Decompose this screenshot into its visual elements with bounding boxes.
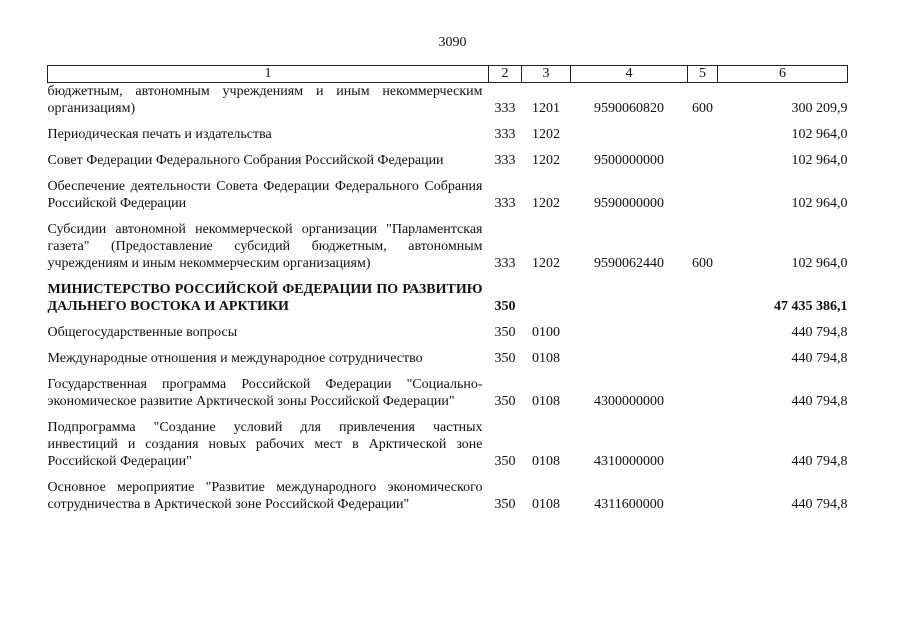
header-col-1: 1 [48, 66, 489, 83]
row-amount: 440 794,8 [791, 394, 848, 409]
header-col-6: 6 [718, 66, 848, 83]
row-chapter-code: 350 [494, 351, 516, 366]
table-row [48, 341, 848, 367]
page-number: 3090 [438, 35, 467, 50]
row-amount: 440 794,8 [791, 497, 848, 512]
row-chapter-code: 333 [494, 256, 516, 271]
row-section-code: 1202 [532, 127, 560, 142]
row-expense-type: 600 [692, 101, 713, 116]
table-row [48, 470, 848, 513]
header-row [48, 66, 848, 83]
row-section-code: 0108 [532, 394, 560, 409]
row-expense-type [688, 410, 718, 470]
row-section-code: 1202 [532, 256, 560, 271]
row-target-code: 9590062440 [594, 256, 664, 271]
budget-table [47, 65, 848, 513]
header-col-3: 3 [522, 66, 571, 83]
row-expense-type [688, 169, 718, 212]
row-chapter-code: 333 [494, 127, 516, 142]
table-row [48, 272, 848, 315]
row-target-code: 4310000000 [594, 454, 664, 469]
row-name: Международные отношения и международное сотрудничество [47, 351, 423, 366]
row-section-code: 1202 [532, 196, 560, 211]
row-expense-type [688, 143, 718, 169]
row-amount: 102 964,0 [791, 196, 848, 211]
header-col-4: 4 [571, 66, 688, 83]
row-target-code: 4311600000 [594, 497, 664, 512]
row-target-code [571, 341, 688, 367]
row-target-code: 4300000000 [594, 394, 664, 409]
row-amount: 300 209,9 [791, 101, 848, 116]
row-amount: 440 794,8 [791, 325, 848, 340]
row-target-code: 9500000000 [594, 153, 664, 168]
row-section-code: 0108 [532, 497, 560, 512]
row-chapter-code: 350 [494, 394, 516, 409]
row-amount: 102 964,0 [791, 127, 848, 142]
row-section-code: 0100 [532, 325, 560, 340]
row-name: Обеспечение деятельности Совета Федерации Федерального Собрания Российской Федерации [47, 179, 483, 211]
row-name: МИНИСТЕРСТВО РОССИЙСКОЙ ФЕДЕРАЦИИ ПО РАЗВИТИЮ ДАЛЬНЕГО ВОСТОКА И АРКТИКИ [47, 282, 483, 314]
row-amount: 440 794,8 [791, 454, 848, 469]
row-amount: 47 435 386,1 [774, 299, 848, 314]
row-section-code [522, 272, 571, 315]
table-row [48, 117, 848, 143]
table-row [48, 315, 848, 341]
row-amount: 102 964,0 [791, 256, 848, 271]
table-row [48, 410, 848, 470]
row-name: Совет Федерации Федерального Собрания Российской Федерации [47, 153, 444, 168]
table-row [48, 212, 848, 272]
table-row [48, 169, 848, 212]
row-target-code [571, 315, 688, 341]
row-expense-type [688, 470, 718, 513]
row-chapter-code: 350 [494, 299, 516, 314]
row-name: Основное мероприятие "Развитие международного экономического сотрудничества в Арктической зоне Российской Федерации" [47, 480, 483, 512]
row-expense-type [688, 367, 718, 410]
table-row [48, 83, 848, 118]
row-section-code: 0108 [532, 454, 560, 469]
row-name: Субсидии автономной некоммерческой организации "Парламентская газета" (Предоставление субсидий бюджетным, автономным учреждениям и иным некоммерческим организациям) [47, 222, 483, 271]
row-section-code: 1202 [532, 153, 560, 168]
row-target-code [571, 117, 688, 143]
row-chapter-code: 333 [494, 101, 516, 116]
row-expense-type [688, 117, 718, 143]
row-target-code: 9590060820 [594, 101, 664, 116]
header-col-2: 2 [489, 66, 522, 83]
row-name: Общегосударственные вопросы [47, 325, 238, 340]
row-expense-type [688, 341, 718, 367]
table-row [48, 143, 848, 169]
row-amount: 102 964,0 [791, 153, 848, 168]
row-name: Государственная программа Российской Федерации "Социально-экономическое развитие Арктической зоны Российской Федерации" [47, 377, 483, 409]
row-target-code: 9590000000 [594, 196, 664, 211]
row-name: бюджетным, автономным учреждениям и иным некоммерческим организациям) [47, 84, 483, 116]
row-section-code: 0108 [532, 351, 560, 366]
row-name: Периодическая печать и издательства [47, 127, 272, 142]
row-expense-type [688, 315, 718, 341]
row-chapter-code: 333 [494, 196, 516, 211]
row-chapter-code: 350 [494, 497, 516, 512]
table-header [48, 66, 848, 83]
row-section-code: 1201 [532, 101, 560, 116]
row-chapter-code: 350 [494, 454, 516, 469]
table-body [48, 83, 848, 514]
row-expense-type: 600 [692, 256, 713, 271]
row-amount: 440 794,8 [791, 351, 848, 366]
header-col-5: 5 [688, 66, 718, 83]
row-expense-type [688, 272, 718, 315]
row-chapter-code: 333 [494, 153, 516, 168]
table-row [48, 367, 848, 410]
row-name: Подпрограмма "Создание условий для привлечения частных инвестиций и создания новых рабочих мест в Арктической зоне Российской Федерации" [47, 420, 483, 469]
row-target-code [571, 272, 688, 315]
row-chapter-code: 350 [494, 325, 516, 340]
